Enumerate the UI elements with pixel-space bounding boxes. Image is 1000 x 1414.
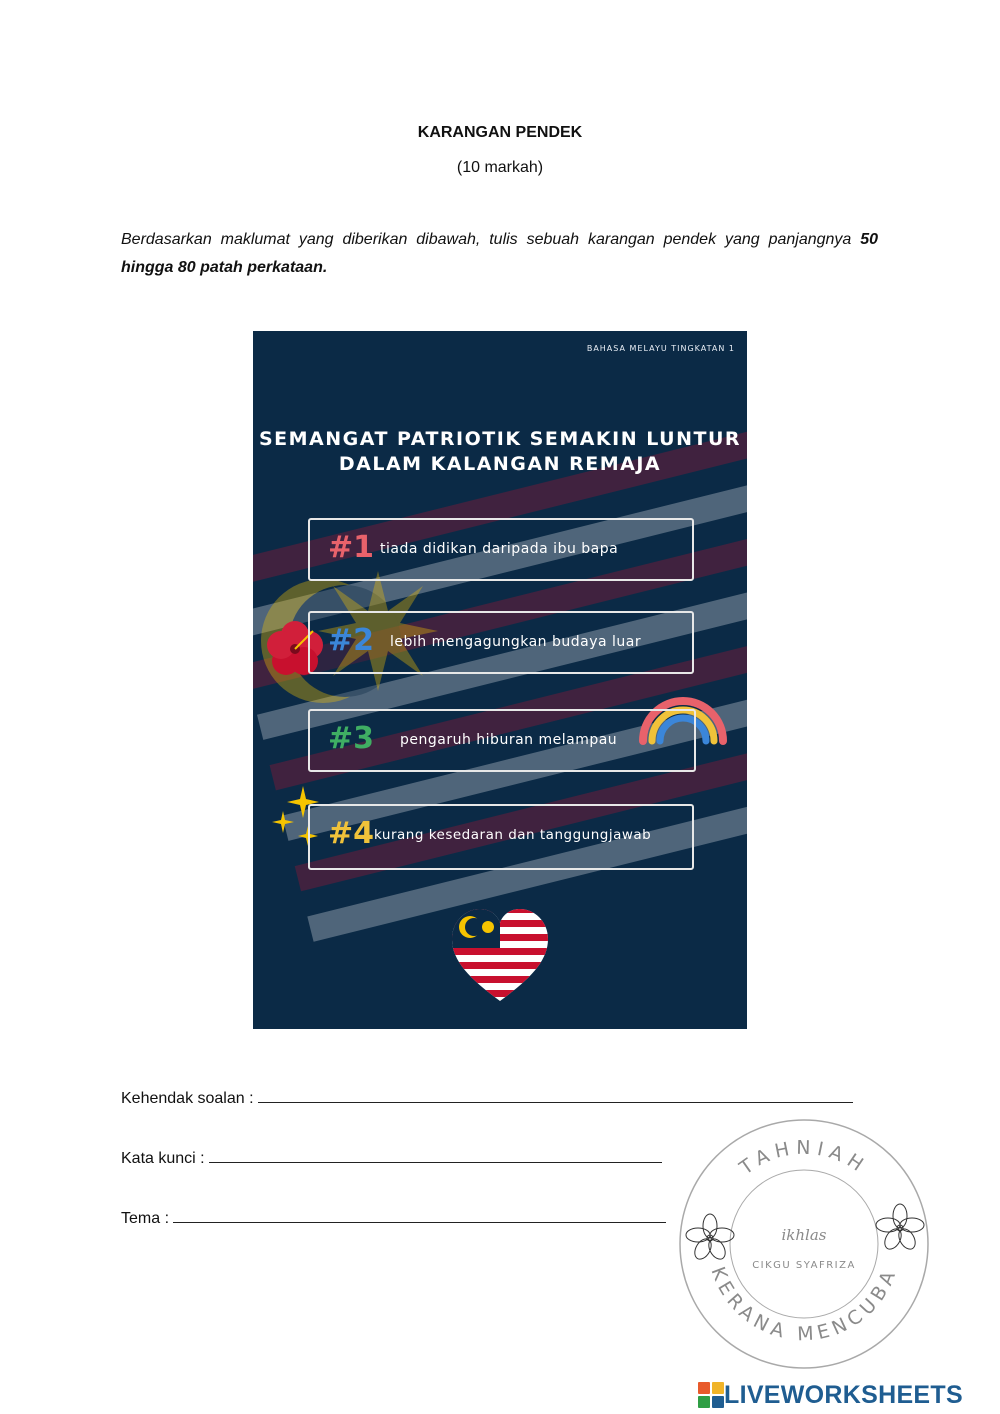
point-number: #1	[328, 530, 375, 565]
answer-label: Tema :	[121, 1210, 170, 1227]
flower-icon	[686, 1214, 734, 1262]
point-number: #3	[328, 721, 375, 756]
answer-field-kehendak[interactable]	[258, 1088, 853, 1103]
stamp-name: CIKGU SYAFRIZA	[752, 1260, 856, 1271]
heart-flag-icon	[450, 906, 550, 1006]
marks-label: (10 markah)	[456, 159, 544, 176]
flower-icon	[876, 1204, 924, 1252]
answer-field-tema[interactable]	[173, 1208, 666, 1223]
point-text: tiada didikan daripada ibu bapa	[380, 541, 619, 557]
stamp	[678, 1118, 930, 1370]
answer-row-kehendak	[121, 1088, 853, 1108]
worksheet-title: KARANGAN PENDEK	[417, 124, 583, 141]
point-box-4	[308, 804, 694, 870]
liveworksheets-logo-icon	[698, 1382, 724, 1408]
point-box-1	[308, 518, 694, 581]
poster-title-line2: DALAM KALANGAN REMAJA	[338, 453, 662, 475]
liveworksheets-footer	[698, 1381, 963, 1409]
instruction-emphasis: 50 hingga 80 patah perkataan.	[121, 231, 878, 276]
answer-row-kata-kunci	[121, 1148, 662, 1168]
stamp-bottom-text: KERANA MENCUBA	[706, 1263, 902, 1346]
poster-title	[253, 427, 747, 477]
answer-label: Kata kunci :	[121, 1150, 205, 1167]
instruction-text: Berdasarkan maklumat yang diberikan dibawah, tulis sebuah karangan pendek yang panjangnya	[121, 231, 861, 248]
stamp-script: ikhlas	[781, 1226, 827, 1244]
answer-label: Kehendak soalan :	[121, 1090, 254, 1107]
poster-image	[253, 331, 747, 1029]
point-text: lebih mengagungkan budaya luar	[390, 634, 642, 650]
poster-title-line1: SEMANGAT PATRIOTIK SEMAKIN LUNTUR	[258, 428, 742, 450]
point-number: #2	[328, 623, 375, 658]
instruction-paragraph	[121, 226, 878, 282]
answer-row-tema	[121, 1208, 666, 1228]
liveworksheets-brand: LIVEWORKSHEETS	[724, 1380, 963, 1409]
stamp-top-text: TAHNIAH	[735, 1136, 873, 1180]
point-text: kurang kesedaran dan tanggungjawab	[374, 827, 652, 843]
point-text: pengaruh hiburan melampau	[400, 732, 618, 748]
point-box-2	[308, 611, 694, 674]
answer-field-kata-kunci[interactable]	[209, 1148, 662, 1163]
point-number: #4	[328, 816, 375, 851]
point-box-3	[308, 709, 696, 772]
poster-tag: BAHASA MELAYU TINGKATAN 1	[586, 344, 735, 353]
